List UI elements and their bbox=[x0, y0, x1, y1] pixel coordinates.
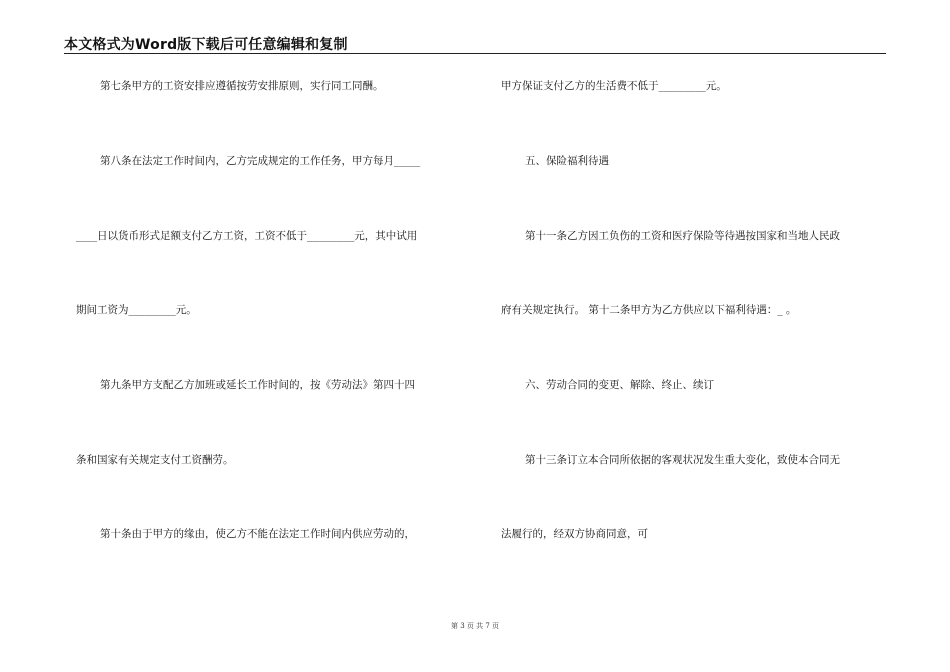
right-line-1: 甲方保证支付乙方的生活费不低于_________元。 bbox=[501, 80, 727, 92]
right-line-4: 府有关规定执行。 第十二条甲方为乙方供应以下福利待遇：_ 。 bbox=[501, 304, 797, 316]
header-divider bbox=[64, 53, 886, 54]
document-header-title: 本文格式为Word版下载后可任意编辑和复制 bbox=[64, 37, 348, 53]
left-line-6: 条和国家有关规定支付工资酬劳。 bbox=[76, 454, 234, 466]
left-line-7: 第十条由于甲方的缘由，使乙方不能在法定工作时间内供应劳动的， bbox=[100, 528, 415, 540]
left-line-1: 第七条甲方的工资安排应遵循按劳安排原则，实行同工同酬。 bbox=[100, 80, 384, 92]
right-line-3: 第十一条乙方因工负伤的工资和医疗保险等待遇按国家和当地人民政 bbox=[525, 230, 840, 242]
left-line-2: 第八条在法定工作时间内，乙方完成规定的工作任务，甲方每月_____ bbox=[100, 155, 421, 167]
left-line-4: 期间工资为_________元。 bbox=[76, 304, 197, 316]
left-line-5: 第九条甲方支配乙方加班或延长工作时间的，按《劳动法》第四十四 bbox=[100, 379, 415, 391]
left-line-3: ____日以货币形式足额支付乙方工资，工资不低于_________元，其中试用 bbox=[76, 230, 418, 242]
page-number-footer: 第 3 页 共 7 页 bbox=[450, 622, 500, 630]
right-line-7: 法履行的，经双方协商同意，可 bbox=[501, 528, 648, 540]
right-line-6: 第十三条订立本合同所依据的客观状况发生重大变化，致使本合同无 bbox=[525, 454, 840, 466]
right-line-5-section-heading: 六、劳动合同的变更、解除、终止、续订 bbox=[525, 379, 714, 391]
right-line-2-section-heading: 五、保险福利待遇 bbox=[525, 155, 609, 167]
